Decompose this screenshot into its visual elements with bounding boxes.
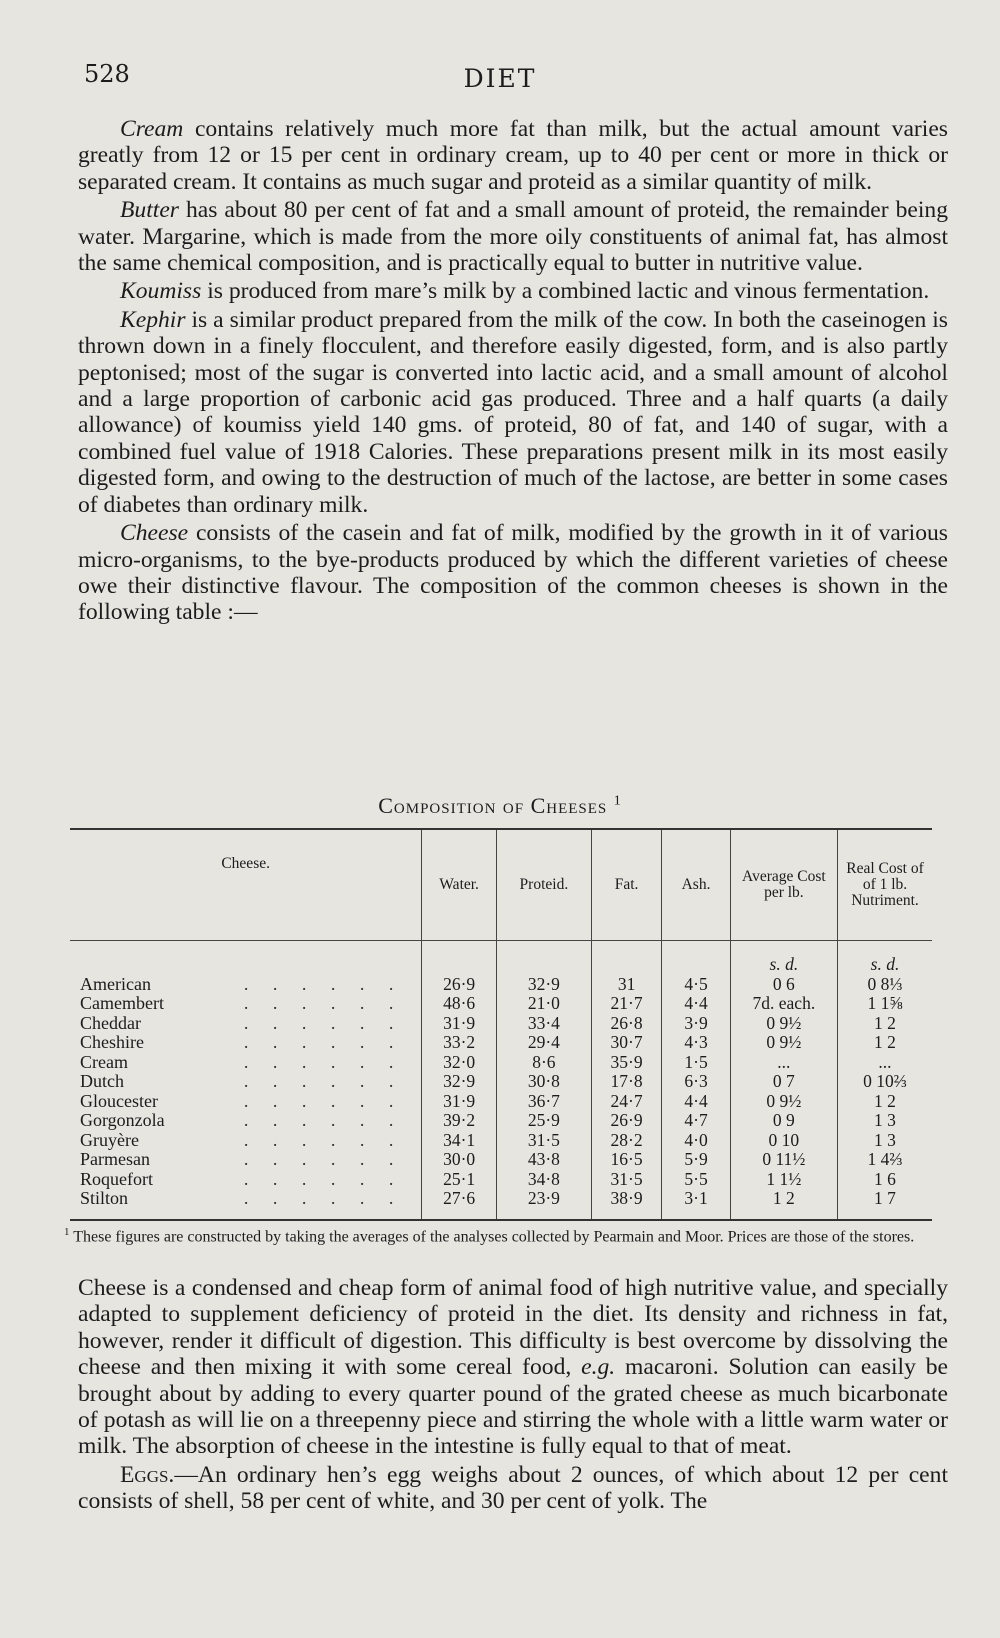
cell-real: 1 6 — [874, 1168, 896, 1189]
cell-water: 39·2 — [443, 1110, 476, 1130]
cell-cost: 0 11½ — [762, 1149, 806, 1169]
column-water — [422, 941, 497, 1220]
cheese-name — [80, 1131, 417, 1151]
leader-dots: . . . . . . — [243, 1012, 404, 1033]
cell-proteid: 32·9 — [527, 973, 560, 994]
table-header-row — [70, 829, 932, 941]
column-fat — [591, 941, 661, 1220]
cell-water: 48·6 — [443, 993, 476, 1013]
cell-ash: 4·4 — [684, 1090, 708, 1111]
footnote-reference: 1 — [613, 793, 622, 809]
cell-fat: 26·9 — [610, 1110, 643, 1130]
real-unit-label: s. d. — [870, 954, 900, 974]
cell-proteid: 33·4 — [527, 1012, 560, 1033]
paragraph-eggs — [78, 1462, 948, 1515]
cell-cost: ... — [777, 1051, 791, 1072]
column-proteid — [496, 941, 591, 1220]
leader-dots: . . . . . . — [243, 1129, 404, 1150]
cheese-name — [80, 994, 417, 1014]
term-cream: Cream — [120, 116, 184, 142]
cheese-name-text: Gruyère — [80, 1129, 139, 1150]
cell-cost: 0 9½ — [766, 1090, 802, 1111]
cell-cost: 0 9½ — [766, 1012, 802, 1033]
cell-fat: 35·9 — [610, 1051, 643, 1072]
header-ash: Ash. — [662, 829, 730, 941]
header-water: Water. — [422, 829, 497, 941]
cell-ash: 3·1 — [684, 1188, 708, 1208]
cell-ash: 4·0 — [684, 1129, 708, 1150]
page-number: 528 — [84, 60, 130, 88]
cheese-name-text: Cheddar — [80, 1012, 141, 1033]
cell-real: 0 10⅔ — [863, 1071, 907, 1091]
cell-water: 31·9 — [443, 1090, 476, 1111]
cell-real: 1 2 — [874, 1012, 896, 1033]
footnote — [64, 1222, 944, 1247]
cell-fat: 26·8 — [610, 1012, 643, 1033]
column-real-cost — [837, 941, 932, 1220]
cell-real: 1 3 — [874, 1110, 896, 1130]
cell-cost: 1 1½ — [766, 1168, 802, 1189]
paragraph-butter-text: has about 80 per cent of fat and a small amount of proteid, the remainder being water. Margarine, which is made from the more oily constituents of animal fat, has almost the same chemical composition, and is practically equal to butter in nutritive value. — [78, 197, 948, 277]
term-eggs: Eggs. — [120, 1461, 175, 1488]
cell-fat: 24·7 — [610, 1090, 643, 1111]
table-body-row — [70, 941, 932, 1220]
cell-cost: 0 9½ — [766, 1032, 802, 1052]
cell-cost: 0 7 — [772, 1071, 795, 1091]
cheese-name — [80, 1111, 417, 1131]
cell-real: 1 4⅔ — [867, 1149, 903, 1169]
cell-real: 1 2 — [874, 1090, 896, 1111]
cheese-name-text: American — [80, 973, 151, 994]
cell-real: 1 7 — [874, 1188, 896, 1208]
spacer — [666, 955, 725, 975]
leader-dots: . . . . . . — [243, 1071, 404, 1091]
cheese-name-text: Gloucester — [80, 1090, 158, 1111]
spacer — [501, 955, 587, 975]
cell-ash: 5·5 — [684, 1168, 708, 1189]
cell-fat: 31·5 — [610, 1168, 643, 1189]
cheese-name-text: Parmesan — [80, 1149, 150, 1169]
leader-dots: . . . . . . — [243, 1090, 404, 1111]
body-text-top — [78, 116, 948, 626]
paragraph-cream — [78, 116, 948, 195]
cell-fat: 30·7 — [610, 1032, 643, 1052]
cell-real: ... — [878, 1051, 892, 1072]
cheese-name-text: Cheshire — [80, 1032, 144, 1052]
cell-ash: 4·7 — [684, 1110, 708, 1130]
cell-ash: 1·5 — [684, 1051, 708, 1072]
cheese-name-text: Roquefort — [80, 1168, 153, 1189]
cell-fat: 31 — [617, 973, 636, 994]
spacer — [596, 955, 657, 975]
cheese-name — [80, 975, 417, 995]
cheese-name — [80, 1150, 417, 1170]
paragraph-cheese-text: consists of the casein and fat of milk, modified by the growth in it of various micro-organisms, to the bye-products produced by which the different varieties of cheese owe their distinctive flavour. The composition of the common cheeses is shown in the following table :— — [78, 520, 948, 626]
term-kephir: Kephir — [120, 306, 186, 333]
cheese-composition-table — [70, 828, 932, 1221]
cell-cost: 0 9 — [772, 1110, 795, 1130]
header-average-cost: Average Cost per lb. — [730, 829, 837, 941]
cell-water: 34·1 — [443, 1129, 476, 1150]
cell-proteid: 36·7 — [527, 1090, 560, 1111]
cell-ash: 6·3 — [684, 1071, 708, 1091]
term-cheese: Cheese — [120, 520, 189, 547]
cell-ash: 4·3 — [684, 1032, 708, 1052]
cell-real: 0 8⅓ — [867, 973, 903, 994]
cell-water: 30·0 — [443, 1149, 476, 1169]
cheese-name — [80, 1189, 417, 1209]
cell-water: 32·0 — [443, 1051, 476, 1072]
cell-water: 31·9 — [443, 1012, 476, 1033]
paragraph-eggs-text: —An ordinary hen’s egg weighs about 2 ounces, of which about 12 per cent consists of shell, 58 per cent of white, and 30 per cent of yolk. The — [78, 1461, 948, 1515]
cheese-name-text: Gorgonzola — [80, 1110, 165, 1130]
cheese-name-text: Dutch — [80, 1071, 124, 1091]
cell-fat: 17·8 — [610, 1071, 643, 1091]
cell-ash: 4·5 — [684, 973, 708, 994]
header-proteid: Proteid. — [496, 829, 591, 941]
cell-water: 27·6 — [443, 1188, 476, 1208]
cell-fat: 21·7 — [610, 993, 643, 1013]
spacer — [80, 955, 417, 975]
cell-real: 1 2 — [874, 1032, 896, 1052]
leader-dots: . . . . . . — [243, 1051, 404, 1072]
cell-proteid: 29·4 — [527, 1032, 560, 1052]
paragraph-kephir — [78, 307, 948, 518]
paragraph-kephir-text: is a similar product prepared from the milk of the cow. In both the caseinogen is thrown down in a finely flocculent, and therefore easily digested, form, and is also partly peptonised; most of the sugar is converted into lactic acid, and a small amount of alcohol and a large proportion of carbonic acid gas produced. Three and a half quarts (a daily allowance) of koumiss yield 140 gms. of proteid, 80 of fat, and 140 of sugar, with a combined fuel value of 1918 Calories. These preparations present milk in its most easily digested form, and owing to the destruction of much of the lactose, are better in some cases of diabetes than ordinary milk. — [78, 306, 948, 518]
cell-proteid: 23·9 — [527, 1188, 560, 1208]
cell-cost: 1 2 — [772, 1188, 795, 1208]
cell-proteid: 30·8 — [527, 1071, 560, 1091]
leader-dots: . . . . . . — [243, 1188, 404, 1208]
cheese-name-text: Cream — [80, 1051, 128, 1072]
leader-dots: . . . . . . — [243, 973, 404, 994]
cell-fat: 28·2 — [610, 1129, 643, 1150]
cell-cost: 7d. each. — [752, 993, 816, 1013]
cell-real: 1 3 — [874, 1129, 896, 1150]
paragraph-koumiss-text: is produced from mare’s milk by a combined lactic and vinous fermentation. — [201, 278, 930, 305]
paragraph-cheese-digestion-text-b: macaroni. Solution can easily be brought about by adding to every quarter pound of the grated cheese as much bicarbonate of potash as will lie on a threepenny piece and stirring the whole with a little warm water or milk. The absorption of cheese in the intestine is fully equal to that of meat. — [78, 1354, 949, 1460]
paragraph-cheese-digestion-eg: e.g. — [581, 1354, 616, 1381]
cell-water: 33·2 — [443, 1032, 476, 1052]
footnote-mark: 1 — [64, 1226, 70, 1238]
column-ash — [662, 941, 730, 1220]
cell-water: 26·9 — [443, 973, 476, 994]
cheese-name — [80, 1014, 417, 1034]
cell-ash: 5·9 — [684, 1149, 708, 1169]
cell-water: 32·9 — [443, 1071, 476, 1091]
header-real-cost: Real Cost of of 1 lb. Nutriment. — [837, 829, 932, 941]
header-fat: Fat. — [591, 829, 661, 941]
paragraph-cheese — [78, 520, 948, 626]
cell-fat: 38·9 — [610, 1188, 643, 1208]
cell-proteid: 21·0 — [527, 993, 560, 1013]
running-head: DIET — [463, 64, 537, 93]
term-koumiss: Koumiss — [120, 278, 202, 305]
header-cheese: Cheese. — [70, 829, 422, 941]
leader-dots: . . . . . . — [243, 993, 404, 1013]
paragraph-cream-text: contains relatively much more fat than milk, but the actual amount varies greatly from 12 or 15 per cent in ordinary cream, up to 40 per cent or more in thick or separated cream. It contains as much sugar and proteid as a similar quantity of milk. — [78, 116, 948, 195]
cheese-name — [80, 1092, 417, 1112]
table-caption — [0, 793, 1000, 819]
spacer — [426, 955, 492, 975]
leader-dots: . . . . . . — [243, 1110, 404, 1130]
body-text-bottom — [78, 1275, 948, 1515]
paragraph-butter — [78, 197, 948, 276]
cell-proteid: 43·8 — [527, 1149, 560, 1169]
leader-dots: . . . . . . — [243, 1168, 404, 1189]
cell-cost: 0 10 — [768, 1129, 800, 1150]
cheese-name-text: Stilton — [80, 1188, 129, 1208]
cell-proteid: 31·5 — [527, 1129, 560, 1150]
cell-fat: 16·5 — [610, 1149, 643, 1169]
leader-dots: . . . . . . — [243, 1149, 404, 1169]
cell-proteid: 8·6 — [532, 1051, 556, 1072]
paragraph-cheese-digestion-text-a: Cheese is a condensed and cheap form of animal food of high nutritive value, and specially adapted to supplement deficiency of proteid in the diet. Its density and richness in fat, however, render it difficult of digestion. This difficulty is best overcome by dissolving the cheese and then mixing it with some cereal food, — [78, 1275, 948, 1381]
paragraph-koumiss — [78, 278, 948, 304]
footnote-text: These figures are constructed by taking the averages of the analyses collected by Pearmain and Moor. Prices are those of the stores. — [69, 1228, 915, 1246]
column-cheese-names — [70, 941, 422, 1220]
cell-proteid: 25·9 — [527, 1110, 560, 1130]
cell-ash: 3·9 — [684, 1012, 708, 1033]
cell-water: 25·1 — [443, 1168, 476, 1189]
cheese-name — [80, 1072, 417, 1092]
table-caption-text: Composition of Cheeses — [378, 793, 608, 818]
cell-proteid: 34·8 — [527, 1168, 560, 1189]
cheese-name — [80, 1033, 417, 1053]
cheese-name — [80, 1170, 417, 1190]
cell-cost: 0 6 — [772, 973, 795, 994]
cost-unit-label: s. d. — [769, 954, 799, 974]
paragraph-cheese-digestion — [78, 1275, 948, 1460]
column-average-cost — [730, 941, 837, 1220]
term-butter: Butter — [120, 197, 179, 224]
cheese-name-text: Camembert — [80, 993, 164, 1013]
cell-real: 1 1⅝ — [867, 993, 903, 1013]
cell-ash: 4·4 — [684, 993, 708, 1013]
cheese-name — [80, 1053, 417, 1073]
leader-dots: . . . . . . — [243, 1032, 404, 1052]
